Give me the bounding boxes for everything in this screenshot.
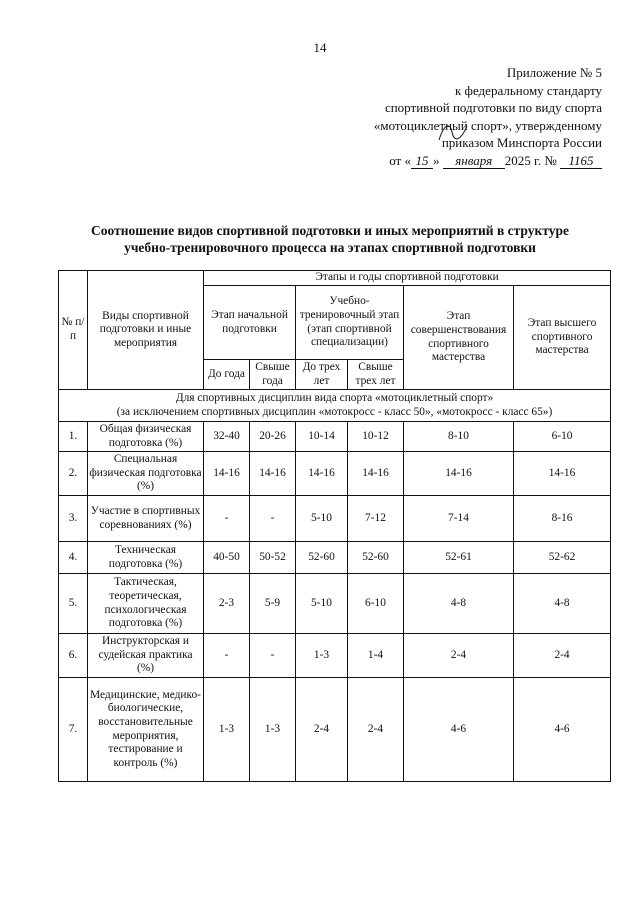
cell-value: 20-26 (250, 422, 296, 452)
row-num: 2. (59, 452, 88, 496)
cell-value: 14-16 (348, 452, 404, 496)
row-name: Общая физическая подготовка (%) (88, 422, 204, 452)
cell-value: 2-3 (204, 574, 250, 634)
date-close: » (432, 152, 440, 168)
cell-value: 4-6 (514, 678, 611, 782)
header-stage-highest: Этап высшего спортивного мастерства (514, 286, 611, 390)
page-number: 14 (313, 40, 327, 55)
cell-value: 8-16 (514, 496, 611, 542)
cell-value: 32-40 (204, 422, 250, 452)
header-stages-group: Этапы и годы спортивной подготовки (204, 271, 611, 286)
header-stage-training: Учебно-тренировочный этап (этап спортивной специализации) (296, 286, 404, 360)
cell-value: 1-4 (348, 634, 404, 678)
order-day: 15 (411, 154, 433, 169)
header-training-up-to-three: До трех лет (296, 360, 348, 390)
header-num: № п/п (59, 271, 88, 390)
cell-value: 14-16 (204, 452, 250, 496)
row-name: Участие в спортивных соревнованиях (%) (88, 496, 204, 542)
cell-value: 1-3 (296, 634, 348, 678)
cell-value: - (204, 496, 250, 542)
cell-value: 14-16 (250, 452, 296, 496)
section-heading (59, 390, 611, 422)
document-title (40, 222, 620, 256)
row-num: 7. (59, 678, 88, 782)
header-kind: Виды спортивной подготовки и иные мероприятия (88, 271, 204, 390)
sport-training-ratio-table (58, 270, 611, 782)
appendix-line: спортивной подготовки по виду спорта (384, 100, 602, 115)
cell-value: 5-10 (296, 496, 348, 542)
cell-value: 2-4 (296, 678, 348, 782)
table-row (59, 574, 611, 634)
cell-value: 10-14 (296, 422, 348, 452)
row-num: 5. (59, 574, 88, 634)
row-num: 3. (59, 496, 88, 542)
header-initial-up-to-year: До года (204, 360, 250, 390)
row-num: 6. (59, 634, 88, 678)
section-line-2: (за исключением спортивных дисциплин «мотокросс - класс 50», «мотокросс - класс 65») (116, 405, 553, 418)
section-line-1: Для спортивных дисциплин вида спорта «мотоциклетный спорт» (175, 391, 494, 404)
row-num: 4. (59, 542, 88, 574)
row-num: 1. (59, 422, 88, 452)
appendix-line: к федеральному стандарту (454, 82, 602, 98)
cell-value: 14-16 (296, 452, 348, 496)
cell-value: 52-60 (348, 542, 404, 574)
table-row (59, 496, 611, 542)
row-name: Тактическая, теоретическая, психологическая подготовка (%) (88, 574, 204, 634)
cell-value: 8-10 (404, 422, 514, 452)
row-name: Техническая подготовка (%) (88, 542, 204, 574)
cell-value: 2-4 (514, 634, 611, 678)
cell-value: 52-60 (296, 542, 348, 574)
signature-mark (436, 120, 470, 144)
title-line-1: Соотношение видов спортивной подготовки и иных мероприятий в структуре (91, 223, 569, 238)
header-initial-over-year: Свыше года (250, 360, 296, 390)
cell-value: - (204, 634, 250, 678)
cell-value: 7-12 (348, 496, 404, 542)
cell-value: 1-3 (204, 678, 250, 782)
order-year: 2025 г. № (504, 152, 557, 168)
table-row (59, 634, 611, 678)
cell-value: 7-14 (404, 496, 514, 542)
appendix-line: приказом Минспорта России (441, 135, 602, 150)
appendix-title: Приложение № 5 (506, 65, 602, 80)
cell-value: - (250, 634, 296, 678)
order-month: января (443, 154, 505, 169)
cell-value: 52-62 (514, 542, 611, 574)
table-row (59, 452, 611, 496)
cell-value: 50-52 (250, 542, 296, 574)
appendix-line: «мотоциклетный спорт», утвержденному (373, 117, 602, 133)
cell-value: 4-8 (514, 574, 611, 634)
row-name: Инструкторская и судейская практика (%) (88, 634, 204, 678)
cell-value: 14-16 (514, 452, 611, 496)
cell-value: 6-10 (348, 574, 404, 634)
header-stage-improvement: Этап совершенствования спортивного мастерства (404, 286, 514, 390)
cell-value: 4-8 (404, 574, 514, 634)
header-stage-initial: Этап начальной подготовки (204, 286, 296, 360)
table-row (59, 678, 611, 782)
cell-value: 1-3 (250, 678, 296, 782)
header-training-over-three: Свыше трех лет (348, 360, 404, 390)
date-prefix: от « (389, 152, 411, 168)
cell-value: 5-10 (296, 574, 348, 634)
row-name: Специальная физическая подготовка (%) (88, 452, 204, 496)
cell-value: 10-12 (348, 422, 404, 452)
cell-value: 5-9 (250, 574, 296, 634)
order-date-line (302, 152, 602, 170)
cell-value: 4-6 (404, 678, 514, 782)
row-name: Медицинские, медико-биологические, восстановительные мероприятия, тестирование и контроль (%) (88, 678, 204, 782)
appendix-header (302, 64, 602, 169)
table-row (59, 542, 611, 574)
cell-value: 6-10 (514, 422, 611, 452)
cell-value: 2-4 (404, 634, 514, 678)
cell-value: - (250, 496, 296, 542)
table-row (59, 422, 611, 452)
order-number: 1165 (560, 154, 602, 169)
title-line-2: учебно-тренировочного процесса на этапах спортивной подготовки (124, 240, 536, 255)
cell-value: 40-50 (204, 542, 250, 574)
cell-value: 2-4 (348, 678, 404, 782)
cell-value: 52-61 (404, 542, 514, 574)
cell-value: 14-16 (404, 452, 514, 496)
